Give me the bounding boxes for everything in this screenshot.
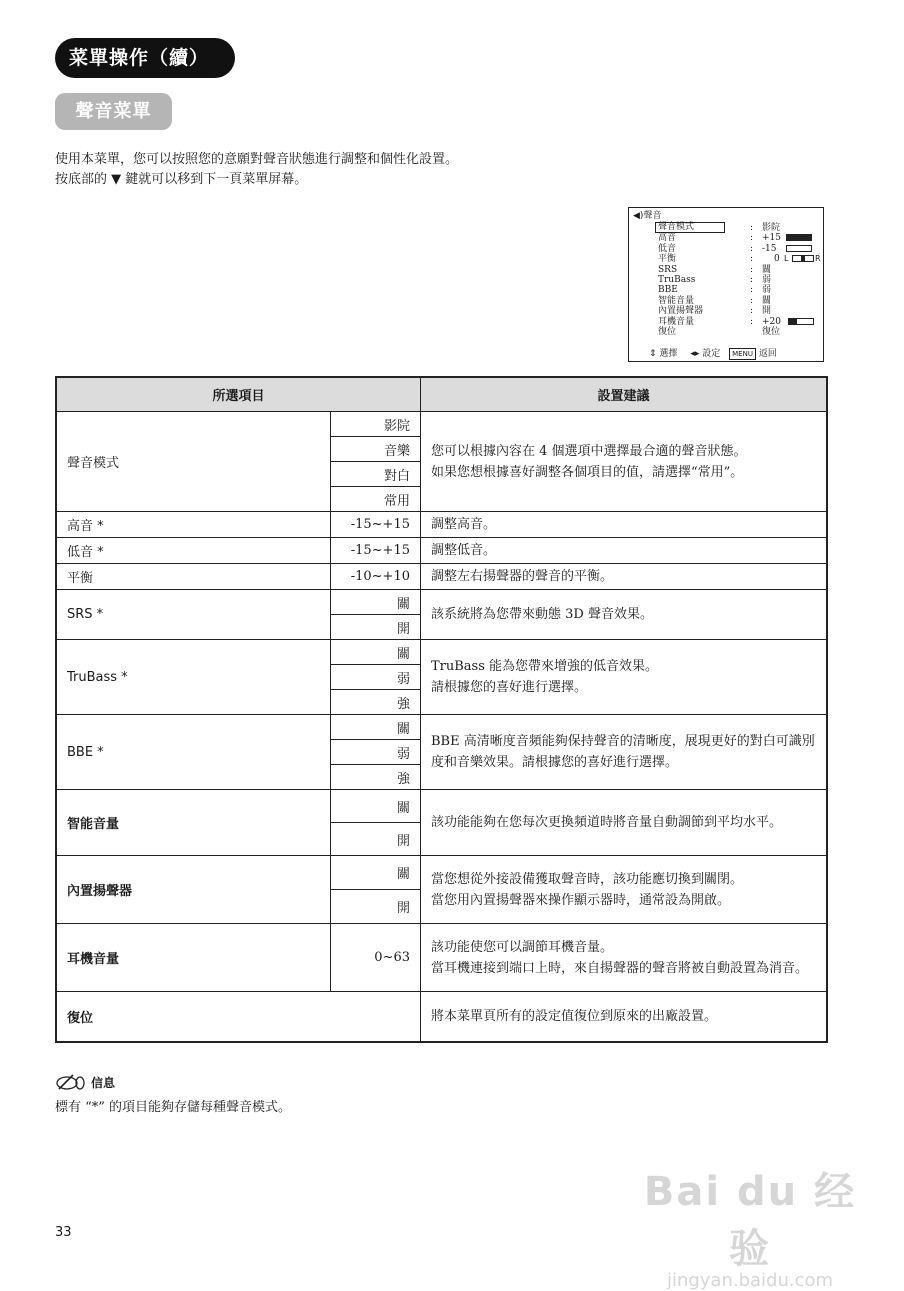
table-row bbox=[56, 564, 827, 590]
osd-screen bbox=[628, 207, 824, 362]
item-cell: BBE * bbox=[56, 715, 331, 790]
table-row bbox=[56, 512, 827, 538]
option-cell: 影院 bbox=[331, 412, 421, 437]
osd-row-balance: 平衡 : 0 L R bbox=[658, 254, 821, 265]
desc-line: 請根據您的喜好進行選擇。 bbox=[431, 680, 588, 695]
up-down-icon: ⇕ bbox=[649, 349, 657, 359]
watermark-brand: Bai du 经验 bbox=[643, 1169, 857, 1272]
item-cell: 智能音量 bbox=[56, 790, 331, 856]
table-row bbox=[56, 412, 827, 437]
info-heading bbox=[55, 1073, 115, 1091]
watermark-url: jingyan.baidu.com bbox=[666, 1270, 834, 1291]
desc-cell: 該功能能夠在您每次更換頻道時將音量自動調節到平均水平。 bbox=[421, 790, 828, 856]
speaker-icon: ◀) bbox=[633, 211, 644, 221]
option-cell: 關 bbox=[331, 640, 421, 665]
desc-line: 當耳機連接到端口上時，來自揚聲器的聲音將被自動設置為消音。 bbox=[431, 960, 809, 976]
osd-rows bbox=[658, 223, 823, 337]
table-row bbox=[56, 992, 827, 1042]
settings-table bbox=[55, 376, 828, 1043]
bass-level-bar bbox=[786, 245, 812, 252]
option-cell: 關 bbox=[331, 856, 421, 890]
option-cell: 開 bbox=[331, 615, 421, 640]
item-cell: 耳機音量 bbox=[56, 924, 331, 992]
balance-bar bbox=[792, 255, 814, 262]
info-heading-text: 信息 bbox=[91, 1075, 116, 1090]
option-cell: 強 bbox=[331, 690, 421, 715]
item-cell: SRS * bbox=[56, 590, 331, 640]
option-cell: 弱 bbox=[331, 740, 421, 765]
option-cell: 開 bbox=[331, 890, 421, 924]
table-row bbox=[56, 790, 827, 823]
desc-line: TruBass 能為您帶來增強的低音效果。 bbox=[431, 659, 659, 674]
desc-line: 該功能使您可以調節耳機音量。 bbox=[431, 939, 614, 955]
osd-row-bbe: BBE : 弱 bbox=[658, 285, 772, 296]
desc-cell bbox=[421, 856, 828, 924]
section-title: 聲音菜單 bbox=[55, 93, 172, 130]
baidu-watermark bbox=[640, 1160, 860, 1291]
osd-row-bass: 低音 : -15 bbox=[658, 244, 823, 254]
desc-line: 當您想從外接設備獲取聲音時，該功能應切換到關閉。 bbox=[431, 871, 744, 887]
item-cell: 復位 bbox=[56, 992, 421, 1042]
osd-title-text: 聲音 bbox=[643, 211, 662, 221]
table-row bbox=[56, 715, 827, 740]
intro-text bbox=[55, 150, 458, 190]
osd-title bbox=[633, 211, 661, 221]
treble-level-bar bbox=[786, 234, 812, 241]
option-cell: 弱 bbox=[331, 665, 421, 690]
range-cell: -10~+10 bbox=[331, 564, 421, 590]
desc-cell: 該系統將為您帶來動態 3D 聲音效果。 bbox=[421, 590, 828, 640]
range-cell: -15~+15 bbox=[331, 538, 421, 564]
table-row bbox=[56, 590, 827, 615]
left-right-icon: ◂▸ bbox=[690, 349, 700, 359]
item-cell: 高音 * bbox=[56, 512, 331, 538]
desc-line: 您可以根據內容在 4 個選項中選擇最合適的聲音狀態。 bbox=[431, 443, 747, 459]
table-header-item: 所選項目 bbox=[56, 377, 421, 412]
balance-left-label: L bbox=[784, 254, 789, 264]
osd-row-internal-speaker: 內置揚聲器 : 開 bbox=[658, 306, 772, 317]
osd-row-sound-mode: 聲音模式 : 影院 bbox=[658, 223, 823, 233]
osd-footer-select: 選擇 bbox=[659, 349, 678, 359]
item-cell: 內置揚聲器 bbox=[56, 856, 331, 924]
osd-footer-back: 返回 bbox=[758, 349, 777, 359]
item-cell: 聲音模式 bbox=[56, 412, 331, 512]
item-cell: 平衡 bbox=[56, 564, 331, 590]
menu-key-icon: MENU bbox=[729, 348, 756, 360]
option-cell: 音樂 bbox=[331, 437, 421, 462]
item-cell: 低音 * bbox=[56, 538, 331, 564]
table-row bbox=[56, 538, 827, 564]
option-cell: 關 bbox=[331, 715, 421, 740]
option-cell: 開 bbox=[331, 823, 421, 856]
headphone-level-bar bbox=[788, 318, 814, 325]
osd-row-reset: 復位 復位 bbox=[658, 326, 781, 337]
osd-row-srs: SRS : 關 bbox=[658, 264, 772, 275]
osd-footer-set: 設定 bbox=[702, 349, 721, 359]
desc-line: 如果您想根據喜好調整各個項目的值，請選擇“常用”。 bbox=[431, 464, 744, 480]
balance-right-label: R bbox=[815, 254, 821, 264]
osd-row-trubass: TruBass : 弱 bbox=[658, 274, 772, 285]
osd-row-headphone: 耳機音量 : +20 bbox=[658, 317, 823, 327]
table-header-row bbox=[56, 377, 827, 412]
desc-cell: BBE 高清晰度音頻能夠保持聲音的清晰度，展現更好的對白可識別度和音樂效果。請根據您的喜好進行選擇。 bbox=[421, 715, 828, 790]
intro-line: 按底部的 ▼ 鍵就可以移到下一頁菜單屏幕。 bbox=[55, 172, 308, 187]
osd-row-treble: 高音 : +15 bbox=[658, 233, 823, 243]
osd-footer bbox=[649, 348, 821, 360]
osd-row-smart-volume: 智能音量 : 關 bbox=[658, 295, 772, 306]
option-cell: 常用 bbox=[331, 487, 421, 512]
range-cell: 0~63 bbox=[331, 924, 421, 992]
desc-line: 當您用內置揚聲器來操作顯示器時，通常設為開啟。 bbox=[431, 892, 731, 908]
memo-pen-icon bbox=[55, 1073, 87, 1091]
item-cell: TruBass * bbox=[56, 640, 331, 715]
desc-cell bbox=[421, 640, 828, 715]
table-row bbox=[56, 640, 827, 665]
page-number: 33 bbox=[55, 1225, 72, 1240]
range-cell: -15~+15 bbox=[331, 512, 421, 538]
table-header-suggestion: 設置建議 bbox=[421, 377, 828, 412]
desc-cell: 將本菜單頁所有的設定值復位到原來的出廠設置。 bbox=[421, 992, 828, 1042]
desc-cell: 調整高音。 bbox=[421, 512, 828, 538]
option-cell: 強 bbox=[331, 765, 421, 790]
table-row bbox=[56, 856, 827, 890]
desc-cell bbox=[421, 412, 828, 512]
chapter-title: 菜單操作（續） bbox=[55, 38, 235, 78]
desc-cell: 調整左右揚聲器的聲音的平衡。 bbox=[421, 564, 828, 590]
intro-line: 使用本菜單，您可以按照您的意願對聲音狀態進行調整和個性化設置。 bbox=[55, 152, 459, 167]
option-cell: 對白 bbox=[331, 462, 421, 487]
info-text: 標有 “*” 的項目能夠存儲每種聲音模式。 bbox=[55, 1100, 292, 1115]
desc-cell bbox=[421, 924, 828, 992]
option-cell: 關 bbox=[331, 590, 421, 615]
desc-cell: 調整低音。 bbox=[421, 538, 828, 564]
table-row bbox=[56, 924, 827, 992]
option-cell: 關 bbox=[331, 790, 421, 823]
